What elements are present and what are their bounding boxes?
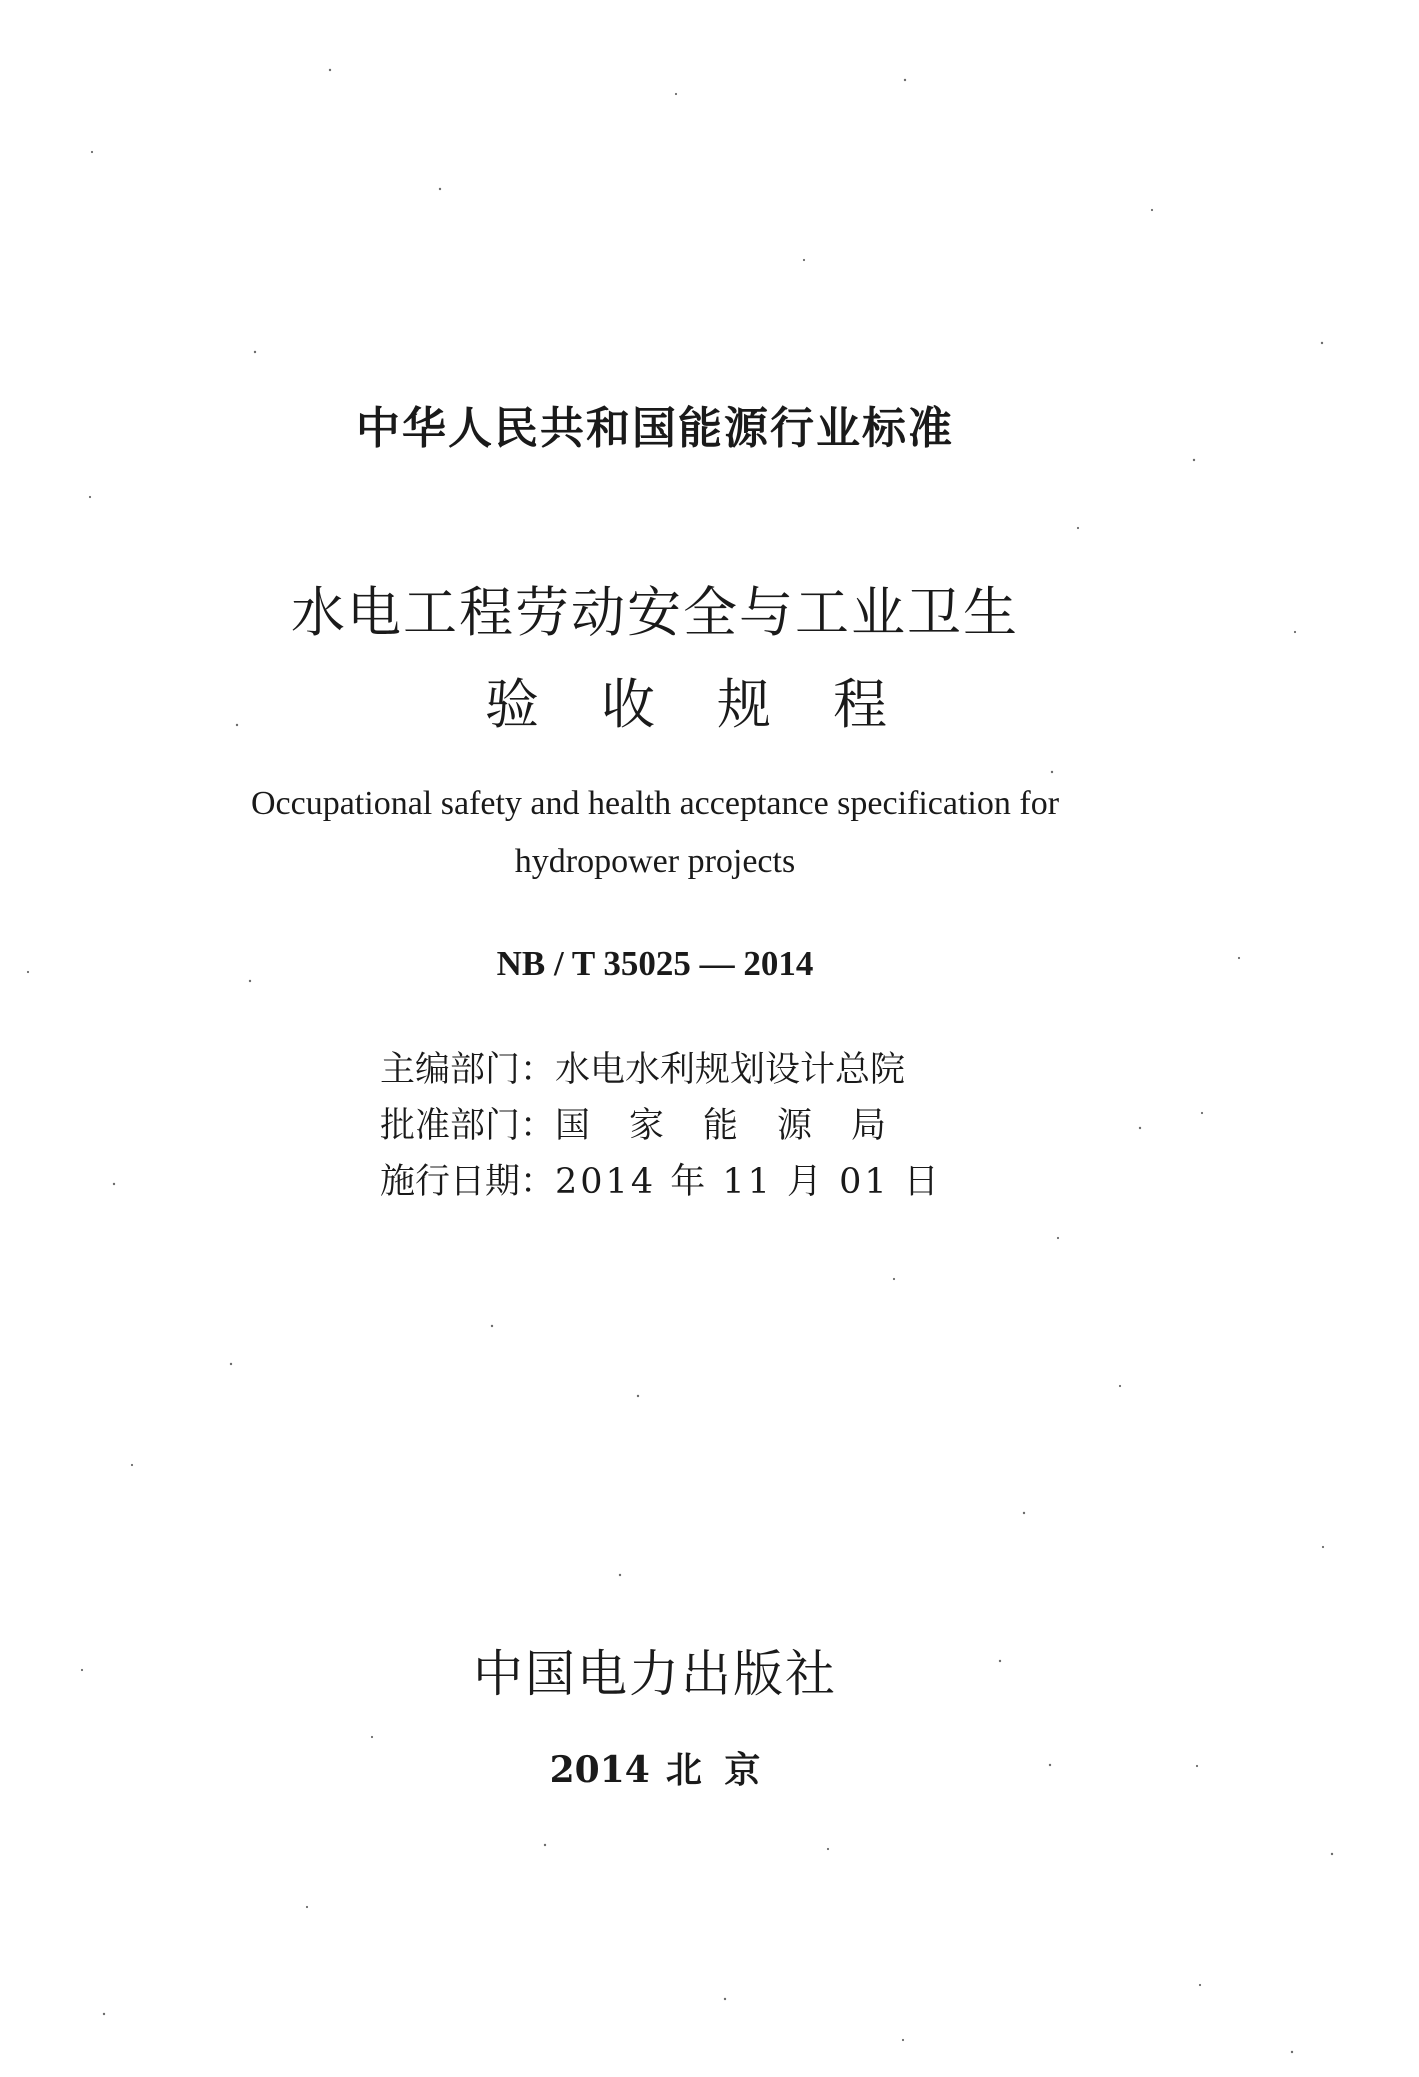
document-title-cn-line2: 验收规程 <box>485 673 949 736</box>
editor-value: 水电水利规划设计总院 <box>555 1050 906 1090</box>
effective-date-value: 2014 年 11 月 01 日 <box>555 1162 942 1202</box>
approver-value: 国家能源局 <box>555 1106 926 1146</box>
document-title-en-line2: hydropower projects <box>514 843 796 880</box>
publisher-name: 中国电力出版社 <box>473 1645 837 1703</box>
document-title-cn-line1: 水电工程劳动安全与工业卫生 <box>291 581 1019 644</box>
standard-category-heading: 中华人民共和国能源行业标准 <box>356 403 954 454</box>
standard-number: NB / T 35025 — 2014 <box>496 944 814 983</box>
effective-date-label: 施行日期： <box>380 1162 556 1202</box>
effective-date-row <box>380 1154 942 1204</box>
publication-city: 北 京 <box>665 1749 761 1791</box>
editor-info-row <box>380 1042 905 1092</box>
approver-label: 批准部门： <box>380 1106 556 1146</box>
publication-year: 2014 <box>549 1749 650 1791</box>
document-title-en-line1: Occupational safety and health acceptance specification for <box>250 785 1060 822</box>
approver-info-row <box>380 1098 925 1148</box>
editor-label: 主编部门： <box>380 1050 556 1090</box>
publication-year-city <box>0 1742 1310 1793</box>
